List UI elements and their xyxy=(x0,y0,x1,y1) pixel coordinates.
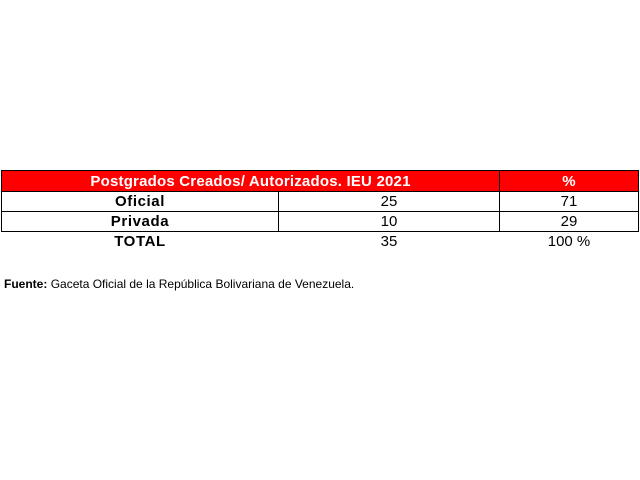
header-title: Postgrados Creados/ Autorizados. IEU 2021 xyxy=(2,171,500,192)
row-count: 25 xyxy=(279,192,500,212)
table-row-total xyxy=(2,232,639,252)
total-percent: 100 % xyxy=(547,233,591,250)
total-count: 35 xyxy=(380,233,398,250)
table-row-privada xyxy=(2,212,639,232)
row-percent: 29 xyxy=(500,212,639,232)
total-label: TOTAL xyxy=(114,233,166,250)
table-header-row xyxy=(2,171,639,192)
source-text: Gaceta Oficial de la República Bolivariana de Venezuela. xyxy=(50,277,355,291)
source-label: Fuente: xyxy=(4,277,48,291)
row-count: 10 xyxy=(279,212,500,232)
row-label: Privada xyxy=(2,212,279,232)
table-row-oficial xyxy=(2,192,639,212)
row-label: Oficial xyxy=(2,192,279,212)
header-percent: % xyxy=(500,171,639,192)
postgrados-table xyxy=(1,170,639,251)
row-percent: 71 xyxy=(500,192,639,212)
source-note xyxy=(4,277,354,291)
